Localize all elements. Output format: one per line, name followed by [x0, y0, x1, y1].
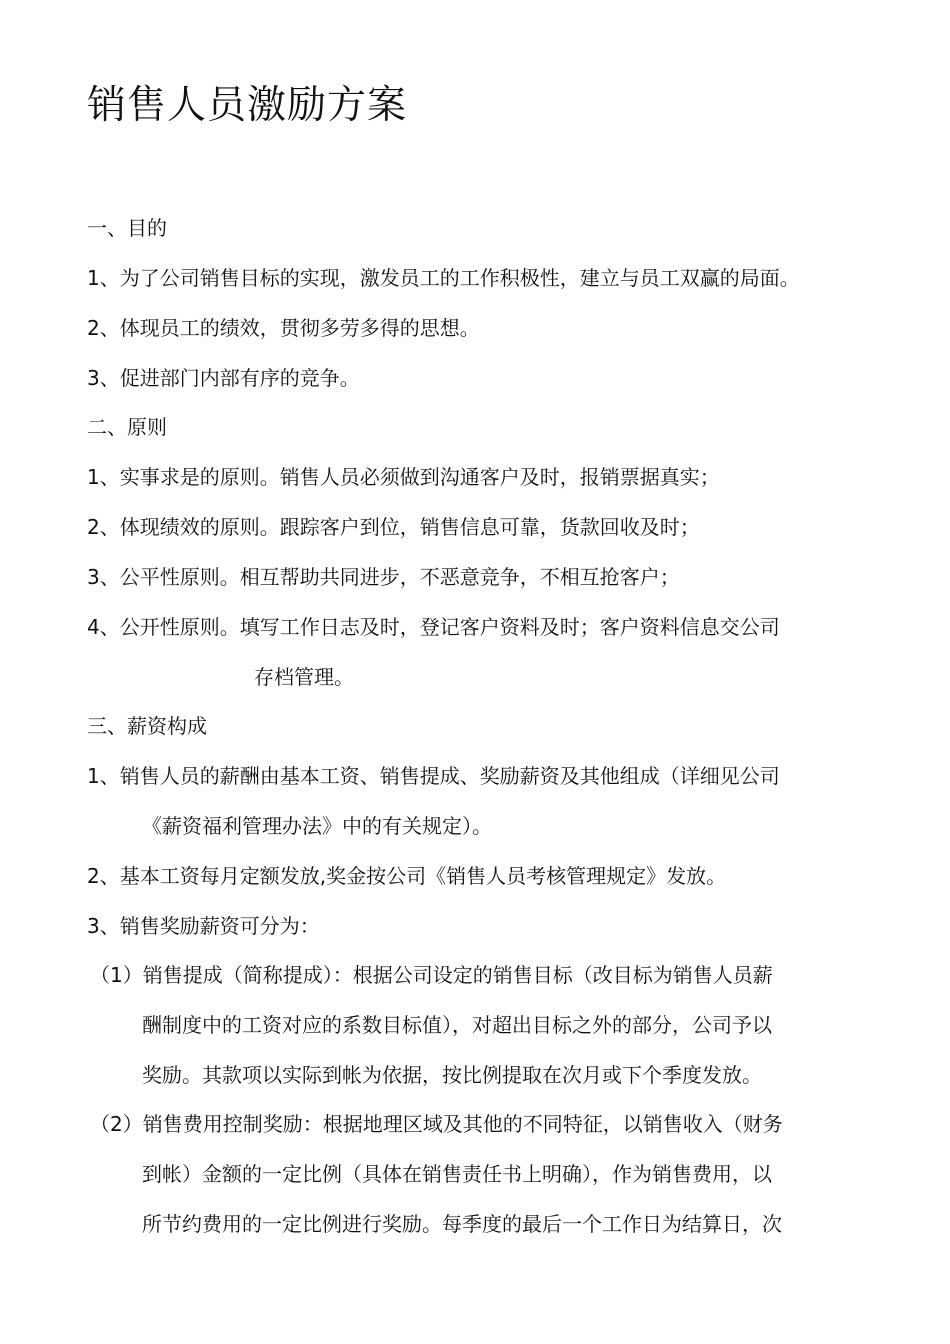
section-heading-purpose: 一、目的: [87, 216, 167, 240]
principle-item-2: 2、体现绩效的原则。跟踪客户到位，销售信息可靠，货款回收及时；: [87, 515, 700, 539]
principle-item-3: 3、公平性原则。相互帮助共同进步，不恶意竞争，不相互抢客户；: [87, 565, 680, 589]
document-title: 销售人员激励方案: [87, 83, 408, 128]
principle-item-4-continuation: 存档管理。: [254, 665, 354, 689]
principle-item-4: 4、公开性原则。填写工作日志及时，登记客户资料及时；客户资料信息交公司: [87, 615, 780, 639]
salary-sub-item-1-line-2: 酬制度中的工资对应的系数目标值），对超出目标之外的部分，公司予以: [142, 1013, 772, 1037]
salary-item-3: 3、销售奖励薪资可分为：: [87, 914, 320, 938]
salary-sub-item-2-line-3: 所节约费用的一定比例进行奖励。每季度的最后一个工作日为结算日，次: [142, 1212, 782, 1236]
salary-item-2: 2、基本工资每月定额发放,奖金按公司《销售人员考核管理规定》发放。: [87, 864, 727, 888]
section-heading-principles: 二、原则: [87, 415, 167, 439]
section-heading-salary: 三、薪资构成: [87, 714, 207, 738]
purpose-item-3: 3、促进部门内部有序的竞争。: [87, 366, 360, 390]
salary-item-1-continuation: 《薪资福利管理办法》中的有关规定）。: [142, 814, 492, 838]
salary-sub-item-1-line-1: （1）销售提成（简称提成）：根据公司设定的销售目标（改目标为销售人员薪: [90, 963, 773, 987]
salary-item-1: 1、销售人员的薪酬由基本工资、销售提成、奖励薪资及其他组成（详细见公司: [87, 764, 780, 788]
purpose-item-2: 2、体现员工的绩效，贯彻多劳多得的思想。: [87, 316, 480, 340]
salary-sub-item-2-line-2: 到帐）金额的一定比例（具体在销售责任书上明确），作为销售费用，以: [142, 1162, 772, 1186]
salary-sub-item-2-line-1: （2）销售费用控制奖励：根据地理区域及其他的不同特征，以销售收入（财务: [90, 1112, 783, 1136]
principle-item-1: 1、实事求是的原则。销售人员必须做到沟通客户及时，报销票据真实；: [87, 465, 720, 489]
purpose-item-1: 1、为了公司销售目标的实现，激发员工的工作积极性，建立与员工双赢的局面。: [87, 266, 800, 290]
salary-sub-item-1-line-3: 奖励。其款项以实际到帐为依据，按比例提取在次月或下个季度发放。: [142, 1063, 762, 1087]
